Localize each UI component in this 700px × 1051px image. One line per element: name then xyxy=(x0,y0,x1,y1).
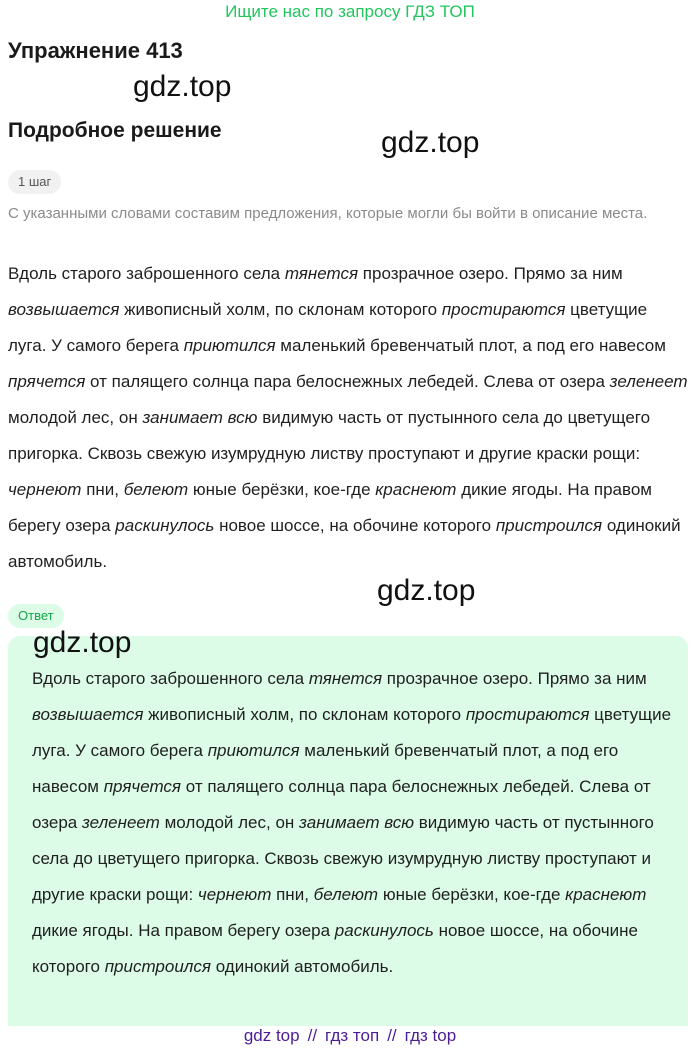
highlighted-verb: приютился xyxy=(207,741,300,760)
text-segment: цветущие луга. У самого берега xyxy=(8,300,648,355)
text-segment: новое шоссе, на обочине которого xyxy=(32,921,638,976)
answer-text xyxy=(32,661,672,985)
text-segment: молодой лес, он xyxy=(8,408,143,427)
step-badge: 1 шаг xyxy=(8,170,61,194)
footer-links xyxy=(0,1024,700,1048)
highlighted-verb: раскинулось xyxy=(115,516,215,535)
highlighted-verb: белеют xyxy=(313,885,379,904)
footer-link[interactable]: гдз top xyxy=(404,1026,457,1045)
footer-separator: // xyxy=(307,1026,318,1045)
exercise-title: Упражнение 413 xyxy=(8,38,183,63)
highlighted-verb: белеют xyxy=(123,480,189,499)
text-segment: дикие ягоды. На правом берегу озера xyxy=(32,921,335,940)
highlighted-verb: прячется xyxy=(8,372,86,391)
step-intro-text: С указанными словами составим предложения, которые могли бы войти в описание места. xyxy=(8,205,648,222)
answer-badge: Ответ xyxy=(8,604,64,628)
text-segment: видимую часть от пустынного села до цветущего пригорка. Сквозь свежую изумрудную листву проступают и другие краски рощи: xyxy=(32,813,654,904)
highlighted-verb: краснеют xyxy=(565,885,647,904)
watermark: gdz.top xyxy=(381,126,480,159)
solution-text xyxy=(8,256,690,580)
text-segment: маленький бревенчатый плот, а под его навесом xyxy=(32,741,619,796)
highlighted-verb: возвышается xyxy=(32,705,144,724)
highlighted-verb: зеленеет xyxy=(81,813,160,832)
text-segment: одинокий автомобиль. xyxy=(210,957,394,976)
footer-separator: // xyxy=(387,1026,397,1045)
text-segment: от палящего солнца пара белоснежных лебедей. Слева от озера xyxy=(85,372,610,391)
highlighted-verb: прячется xyxy=(103,777,182,796)
highlighted-verb: зеленеет xyxy=(609,372,688,391)
footer-link[interactable]: gdz top xyxy=(243,1026,300,1045)
highlighted-verb: простираются xyxy=(441,300,566,319)
text-segment: маленький бревенчатый плот, а под его навесом xyxy=(275,336,666,355)
highlighted-verb: простираются xyxy=(465,705,590,724)
highlighted-verb: раскинулось xyxy=(334,921,434,940)
text-segment: Вдоль старого заброшенного села xyxy=(32,669,309,688)
text-segment: одинокий автомобиль. xyxy=(8,516,681,571)
text-segment: живописный холм, по склонам которого xyxy=(143,705,466,724)
watermark: gdz.top xyxy=(33,626,132,659)
text-segment: пни, xyxy=(81,480,124,499)
highlighted-verb: занимает всю xyxy=(299,813,415,832)
highlighted-verb: пристроился xyxy=(104,957,211,976)
text-segment: Вдоль старого заброшенного села xyxy=(8,264,285,283)
highlighted-verb: возвышается xyxy=(8,300,120,319)
highlighted-verb: занимает всю xyxy=(142,408,258,427)
section-title: Подробное решение xyxy=(8,119,222,142)
text-segment: юные берёзки, кое-где xyxy=(188,480,376,499)
text-segment: видимую часть от пустынного села до цветущего пригорка. Сквозь свежую изумрудную листву проступают и другие краски рощи: xyxy=(8,408,651,463)
text-segment: юные берёзки, кое-где xyxy=(378,885,566,904)
text-segment: пни, xyxy=(271,885,314,904)
highlighted-verb: краснеют xyxy=(375,480,457,499)
top-banner[interactable]: Ищите нас по запросу ГДЗ ТОП xyxy=(225,2,475,21)
highlighted-verb: тянется xyxy=(308,669,383,688)
highlighted-verb: чернеют xyxy=(8,480,82,499)
highlighted-verb: пристроился xyxy=(495,516,603,535)
text-segment: дикие ягоды. На правом берегу озера xyxy=(8,480,652,535)
text-segment: от палящего солнца пара белоснежных лебедей. Слева от озера xyxy=(32,777,651,832)
text-segment: новое шоссе, на обочине которого xyxy=(214,516,496,535)
text-segment: прозрачное озеро. Прямо за ним xyxy=(382,669,647,688)
watermark: gdz.top xyxy=(377,574,476,607)
highlighted-verb: тянется xyxy=(284,264,359,283)
footer-link[interactable]: гдз топ xyxy=(325,1026,380,1045)
highlighted-verb: чернеют xyxy=(197,885,272,904)
watermark: gdz.top xyxy=(133,70,232,103)
text-segment: прозрачное озеро. Прямо за ним xyxy=(358,264,623,283)
highlighted-verb: приютился xyxy=(183,336,276,355)
text-segment: молодой лес, он xyxy=(159,813,300,832)
text-segment: цветущие луга. У самого берега xyxy=(32,705,672,760)
text-segment: живописный холм, по склонам которого xyxy=(119,300,442,319)
